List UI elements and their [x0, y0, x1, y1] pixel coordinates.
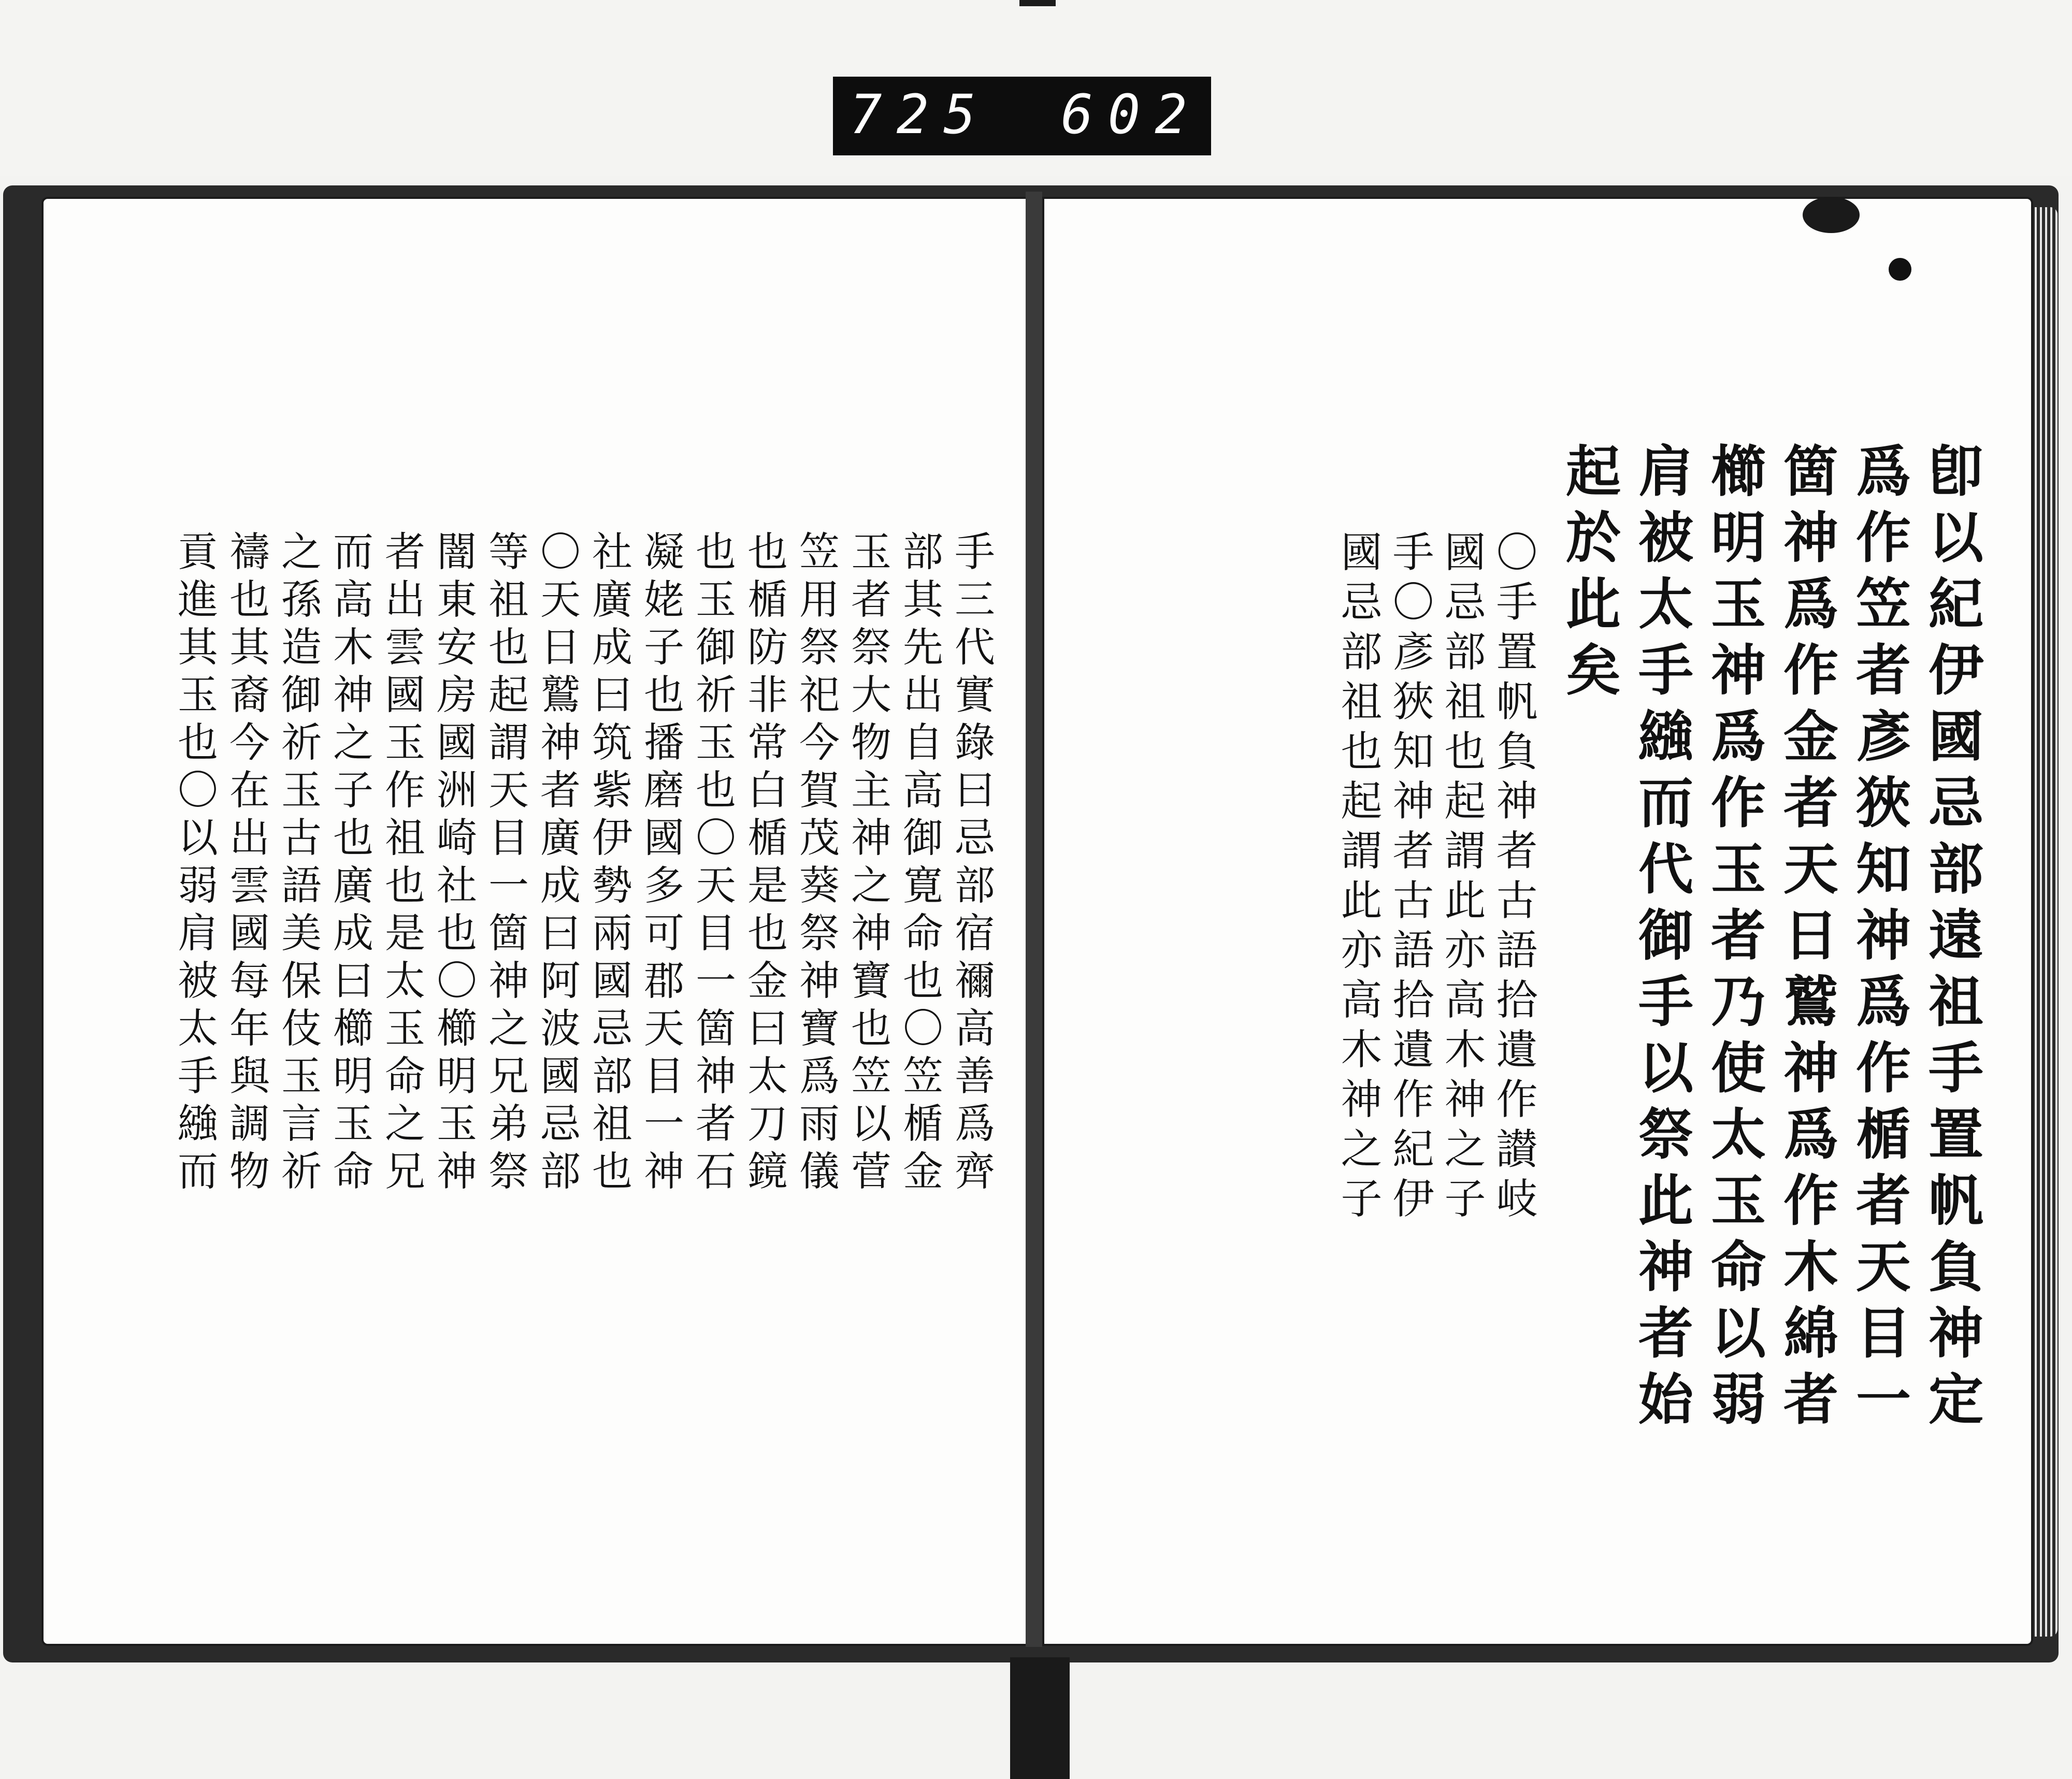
- left-column-13: 而高木神之子也廣成曰櫛明玉命: [326, 530, 373, 1197]
- left-column-10: 等祖也起謂天目一箇神之兄弟祭: [482, 530, 528, 1197]
- left-column-4: 笠用祭祀今賀茂葵祭神寶爲雨儀: [793, 530, 839, 1197]
- left-column-2: 部其先出自高御寛命也〇笠楯金: [896, 530, 943, 1197]
- right-note-column-4: 國忌部祖也起謂此亦高木神之子: [1334, 530, 1382, 1226]
- right-column-5: 肩被太手繈而代御手以祭此神者始: [1630, 442, 1694, 1437]
- book-spine: [1026, 192, 1042, 1647]
- left-column-5: 也楯防非常白楯是也金曰太刀鏡: [741, 530, 787, 1197]
- frame-number: 602: [1061, 83, 1202, 146]
- right-column-6: 起於此矣: [1557, 442, 1622, 707]
- left-column-9: 〇天日鷲神者廣成曰阿波國忌部: [534, 530, 580, 1197]
- reel-number: 725: [850, 83, 990, 146]
- ink-blot: [1803, 197, 1860, 233]
- ink-dot: [1889, 258, 1911, 281]
- left-column-14: 之孫造御祈玉古語美保伎玉言祈: [275, 530, 321, 1197]
- left-column-1: 手三代實錄曰忌部宿禰高善爲齊: [948, 530, 995, 1197]
- right-column-3: 箇神爲作金者天日鷲神爲作木綿者: [1775, 442, 1839, 1437]
- binding-clip-top: [1019, 0, 1056, 6]
- left-column-6: 也玉御祈玉也〇天目一箇神者石: [689, 530, 736, 1197]
- left-column-16: 貢進其玉也〇以弱肩被太手繈而: [171, 530, 218, 1197]
- left-page: [41, 197, 1030, 1646]
- right-note-column-3: 手〇彥狹知神者古語拾遺作紀伊: [1386, 530, 1434, 1226]
- left-column-12: 者出雲國玉作祖也是太玉命之兄: [378, 530, 425, 1197]
- left-column-11: 闇東安房國洲崎社也〇櫛明玉神: [430, 530, 477, 1197]
- binding-clip-bottom: [1010, 1657, 1070, 1779]
- left-column-3: 玉者祭大物主神之神寶也笠以菅: [844, 530, 891, 1197]
- right-note-column-1: 〇手置帆負神者古語拾遺作讃岐: [1489, 530, 1537, 1226]
- right-column-1: 卽以紀伊國忌部遠祖手置帆負神定: [1920, 442, 1984, 1437]
- left-column-8: 社廣成曰筑紫伊勢兩國忌部祖也: [585, 530, 632, 1197]
- right-note-column-2: 國忌部祖也起謂此亦高木神之子: [1437, 530, 1486, 1226]
- right-column-2: 爲作笠者彥狹知神爲作楯者天目一: [1847, 442, 1912, 1437]
- left-column-15: 禱也其裔今在出雲國每年與調物: [223, 530, 269, 1197]
- reel-label-plate: [833, 77, 1211, 155]
- left-column-7: 凝姥子也播磨國多可郡天目一神: [637, 530, 684, 1197]
- right-page: [1042, 197, 2033, 1646]
- right-column-4: 櫛明玉神爲作玉者乃使太玉命以弱: [1702, 442, 1767, 1437]
